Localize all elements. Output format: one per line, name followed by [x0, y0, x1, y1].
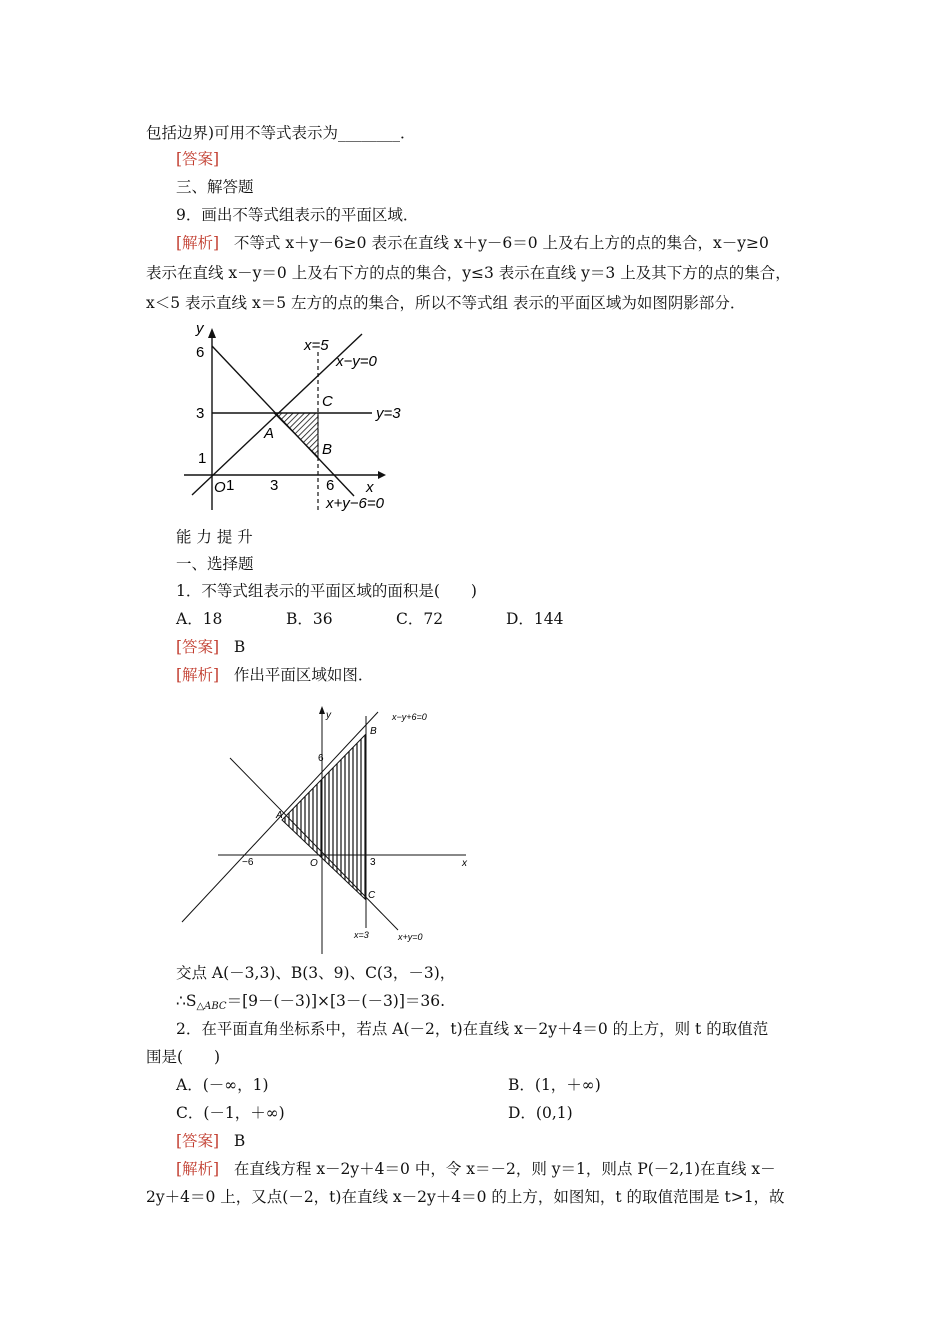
- option-b: B．(1，＋∞): [508, 1076, 601, 1094]
- analysis-line: [176, 664, 373, 686]
- shaded-region: [282, 734, 366, 900]
- question-9: 9．画出不等式组表示的平面区域．: [176, 206, 419, 224]
- option-c: C．(－1，＋∞): [176, 1104, 285, 1122]
- area-prefix: ∴S: [176, 992, 197, 1010]
- analysis-line: [176, 232, 769, 254]
- intersection-points: 交点 A(－3,3)、B(3、9)、C(3，－3)，: [176, 964, 456, 982]
- analysis-tag: [解析]: [176, 666, 220, 684]
- analysis-line: x＜5 表示直线 x＝5 左方的点的集合，所以不等式组 表示的平面区域为如图阴影部分．: [146, 294, 746, 312]
- point-label-a: A: [264, 425, 275, 442]
- tick-label: 1: [198, 450, 207, 467]
- answer-tag: [答案]: [176, 638, 220, 656]
- tick-label: 6: [326, 477, 335, 494]
- line-label: y=3: [376, 405, 401, 422]
- origin-label: O: [214, 479, 226, 496]
- analysis-tag: [解析]: [176, 234, 220, 252]
- answer-tag: [答案]: [176, 1132, 220, 1150]
- point-label-c: C: [368, 890, 376, 901]
- x-axis-label: x: [366, 479, 374, 496]
- area-formula: [176, 990, 445, 1018]
- area-subscript: △ABC: [196, 1001, 227, 1012]
- y-axis-arrow: [319, 706, 325, 714]
- tick-label: 6: [196, 344, 205, 361]
- line-label: x−y=0: [336, 353, 377, 370]
- option-d: D．(0,1): [508, 1104, 573, 1122]
- line-label: x+y=0: [398, 932, 423, 942]
- answer-line: [176, 636, 245, 658]
- analysis-tag: [解析]: [176, 1160, 220, 1178]
- section-heading: 能 力 提 升: [176, 528, 253, 546]
- x-axis-label: x: [462, 858, 467, 869]
- line-label: x=3: [354, 930, 369, 940]
- point-label-c: C: [322, 393, 333, 410]
- y-axis-label: y: [196, 320, 204, 337]
- line-label: x−y+6=0: [392, 712, 427, 722]
- line-label: x+y−6=0: [326, 495, 384, 512]
- option-a: A．(－∞，1): [176, 1076, 269, 1094]
- tick-label: 3: [370, 857, 376, 868]
- line-x-plus-y-6: [212, 346, 354, 496]
- tick-label: 3: [270, 477, 279, 494]
- area-result: ＝[9－(－3)]×[3－(－3)]＝36.: [226, 992, 446, 1010]
- analysis-text: 不等式 x＋y－6≥0 表示在直线 x＋y－6＝0 上及右上方的点的集合，x－y≥0: [233, 234, 769, 252]
- point-label-a: A: [276, 810, 283, 821]
- tick-label: 6: [318, 753, 324, 764]
- option-c: C．72: [396, 610, 444, 628]
- analysis-line: [176, 1158, 776, 1180]
- section-heading: 一、选择题: [176, 555, 254, 573]
- answer-value: B: [233, 1132, 246, 1150]
- question-2-cont: 围是( ): [146, 1048, 221, 1066]
- question-1: 1．不等式组表示的平面区域的面积是( ): [176, 582, 477, 600]
- tick-label: 3: [196, 405, 205, 422]
- line-label: x=5: [304, 337, 329, 354]
- answer-tag: [答案]: [176, 150, 220, 168]
- point-label-b: B: [370, 726, 377, 737]
- y-axis-label: y: [326, 710, 331, 721]
- answer-value: B: [233, 638, 246, 656]
- text-line: 包括边界)可用不等式表示为________．: [146, 124, 416, 142]
- tick-label: 1: [226, 477, 235, 494]
- option-a: A．18: [176, 610, 223, 628]
- analysis-line: 表示在直线 x－y＝0 上及右下方的点的集合，y≤3 表示在直线 y＝3 上及其下方的点的集合，: [146, 264, 791, 282]
- option-d: D．144: [506, 610, 564, 628]
- analysis-text: 作出平面区域如图．: [233, 666, 374, 684]
- y-axis-arrow: [208, 328, 216, 338]
- analysis-text: 在直线方程 x－2y＋4＝0 中，令 x＝－2，则 y＝1，则点 P(－2,1)在直线 x－: [233, 1160, 776, 1178]
- figure-1-graph: [182, 320, 422, 520]
- analysis-line: 2y＋4＝0 上，又点(－2，t)在直线 x－2y＋4＝0 的上方，如图知，t 的取值范围是 t>1，故: [146, 1188, 785, 1206]
- answer-line: [176, 1130, 245, 1152]
- x-axis-arrow: [378, 471, 386, 479]
- section-heading: 三、解答题: [176, 178, 254, 196]
- figure-2-graph: [176, 702, 476, 958]
- option-b: B．36: [286, 610, 333, 628]
- origin-label: O: [310, 858, 318, 869]
- tick-label: −6: [242, 857, 254, 868]
- point-label-b: B: [322, 441, 333, 458]
- question-2: 2．在平面直角坐标系中，若点 A(－2，t)在直线 x－2y＋4＝0 的上方，则 t 的取值范: [176, 1020, 769, 1038]
